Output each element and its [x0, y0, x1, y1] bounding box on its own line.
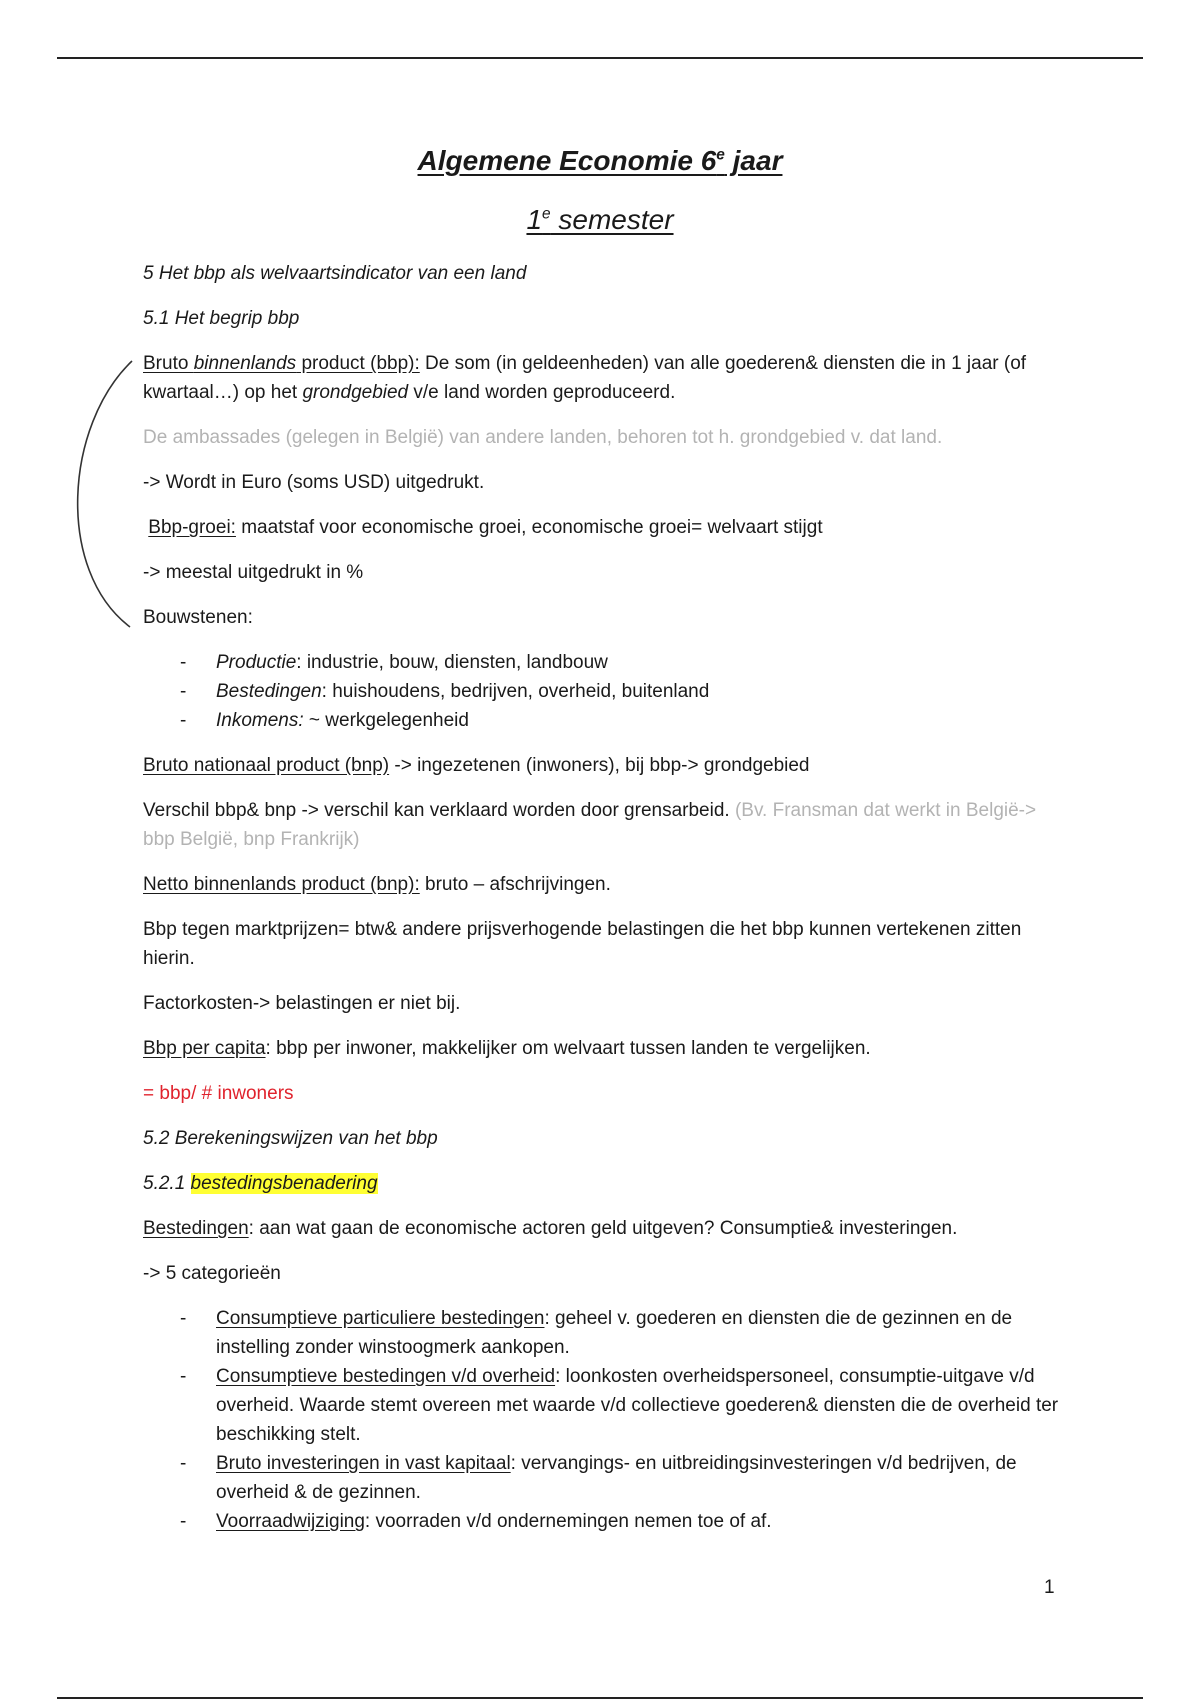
- page-subtitle: 1e semester: [526, 204, 674, 235]
- note-ambassades: De ambassades (gelegen in België) van andere landen, behoren tot h. grondgebied v. dat land.: [143, 427, 943, 448]
- paragraph-verschil: Verschil bbp& bnp -> verschil kan verklaard worden door grensarbeid. (Bv. Fransman dat werkt in België-> bbp België, bnp Frankrijk): [143, 800, 1037, 850]
- term-bbp: Bruto binnenlands product (bbp):: [143, 353, 420, 374]
- list-item: - Consumptieve particuliere bestedingen: geheel v. goederen en diensten die de gezinnen en de instelling zonder winstoogmerk aankopen.: [180, 1308, 1013, 1358]
- heading-5: 5 Het bbp als welvaartsindicator van een land: [143, 263, 527, 284]
- definition-bbp-groei: Bbp-groei: maatstaf voor economische groei, economische groei= welvaart stijgt: [148, 517, 823, 538]
- bracket-curve-annotation: [60, 355, 135, 635]
- bottom-rule: [57, 1697, 1143, 1699]
- paragraph-factorkosten: Factorkosten-> belastingen er niet bij.: [143, 993, 461, 1014]
- formula-bbp-per-inwoner: = bbp/ # inwoners: [143, 1083, 294, 1104]
- page-number: 1: [1044, 1577, 1055, 1598]
- list-item: - Inkomens: ~ werkgelegenheid: [180, 710, 469, 731]
- list-bouwstenen: [143, 648, 1068, 735]
- definition-bbp: Bruto binnenlands product (bbp): De som (in geldeenheden) van alle goederen& diensten die in 1 jaar (of kwartaal…) op het grondgebied v/e land worden geproduceerd.: [143, 353, 1027, 403]
- definition-bnp: Bruto nationaal product (bnp) -> ingezetenen (inwoners), bij bbp-> grondgebied: [143, 755, 810, 776]
- heading-5-2-1: 5.2.1 bestedingsbenadering: [143, 1173, 378, 1194]
- list-item: - Bestedingen: huishoudens, bedrijven, overheid, buitenland: [180, 681, 710, 702]
- highlighted-text: bestedingsbenadering: [190, 1173, 378, 1194]
- list-item: - Productie: industrie, bouw, diensten, landbouw: [180, 652, 608, 673]
- list-item: - Bruto investeringen in vast kapitaal: vervangings- en uitbreidingsinvesteringen v/d bedrijven, de overheid & de gezinnen.: [180, 1453, 1017, 1503]
- definition-capita: Bbp per capita: bbp per inwoner, makkelijker om welvaart tussen landen te vergelijken.: [143, 1038, 871, 1059]
- line-euro: -> Wordt in Euro (soms USD) uitgedrukt.: [143, 472, 485, 493]
- definition-netto: Netto binnenlands product (bnp): bruto – afschrijvingen.: [143, 874, 611, 895]
- label-bouwstenen: Bouwstenen:: [143, 607, 253, 628]
- line-categorieen: -> 5 categorieën: [143, 1263, 281, 1284]
- list-item: - Voorraadwijziging: voorraden v/d ondernemingen nemen toe of af.: [180, 1511, 772, 1532]
- document-body: [143, 259, 1068, 1552]
- top-rule: [57, 57, 1143, 59]
- line-procent: -> meestal uitgedrukt in %: [143, 562, 364, 583]
- heading-5-2: 5.2 Berekeningswijzen van het bbp: [143, 1128, 438, 1149]
- list-categorieen: [143, 1304, 1068, 1536]
- heading-5-1: 5.1 Het begrip bbp: [143, 308, 300, 329]
- paragraph-marktprijzen: Bbp tegen marktprijzen= btw& andere prijsverhogende belastingen die het bbp kunnen vertekenen zitten hierin.: [143, 919, 1022, 969]
- definition-bestedingen: Bestedingen: aan wat gaan de economische actoren geld uitgeven? Consumptie& investeringen.: [143, 1218, 958, 1239]
- list-item: - Consumptieve bestedingen v/d overheid: loonkosten overheidspersoneel, consumptie-uitgave v/d overheid. Waarde stemt overeen met waarde v/d collectieve goederen& diensten die de overheid ter beschikking stelt.: [180, 1366, 1059, 1445]
- page-title: Algemene Economie 6e jaar: [417, 145, 783, 176]
